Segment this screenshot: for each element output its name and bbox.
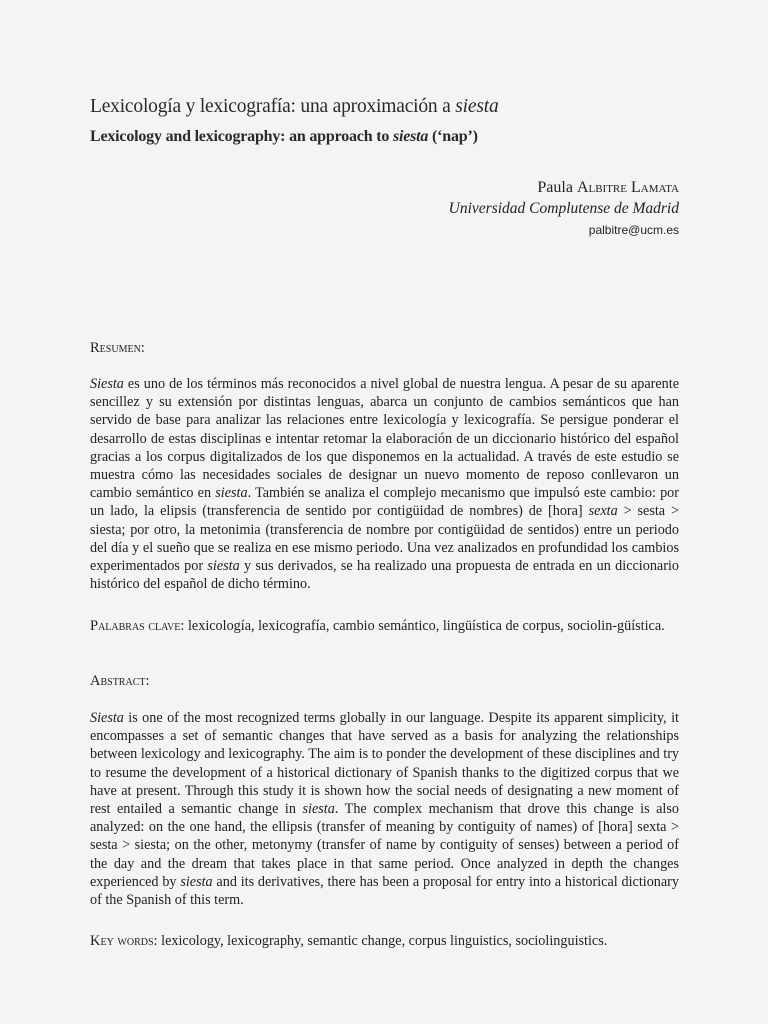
key-words — [90, 932, 679, 950]
resumen-text-a: es uno de los términos más reconocidos a nivel global de nuestra lengua. A pesar de su aparente sencillez y su extensión por distintas lenguas, abarca un conjunto de cambios semánticos que han servido de base para analizar las relaciones entre lexicología y lexicografía. Se persigue ponderar el desarrollo de estas disciplinas e intentar retomar la elaboración de un diccionario histórico del español gracias a los corpus digitalizados de los que disponemos en la actualidad. A través de este estudio se muestra cómo las necesidades sociales de designar un nuevo momento de reposo conllevaron un cambio semántico en — [90, 376, 679, 502]
author-affiliation: Universidad Complutense de Madrid — [448, 200, 679, 217]
subtitle-text: Lexicology and lexicography: an approach to — [90, 128, 390, 145]
abstract-italic-1: Siesta — [90, 710, 124, 726]
author-last-name: Albitre Lamata — [576, 179, 679, 196]
abstract-italic-2: siesta — [302, 801, 335, 818]
abstract-heading: Abstract: — [90, 673, 150, 689]
abstract-italic-3: siesta — [180, 873, 213, 890]
resumen-text-c: > sesta > siesta; por otro, la metonimia (transferencia de nombre por contigüidad de sentidos) entre un periodo del día y el sueño que se realiza en ese mismo periodo. Una vez analizados en profundidad los cambios experimentados por — [90, 503, 679, 575]
subtitle-suffix: (‘nap’) — [432, 128, 478, 145]
key-words-label: Key words: — [90, 933, 158, 949]
paper-subtitle — [90, 128, 710, 146]
abstract-text-a: is one of the most recognized terms globally in our language. Despite its apparent simplicity, it encompasses a set of semantic changes that have served as a basis for analyzing the relationships between lexicology and lexicography. The aim is to ponder the development of these disciplines and try to resume the development of a historical dictionary of Spanish thanks to the digitized corpus that we have at present. Through this study it is shown how the social needs of designating a new moment of rest entailed a semantic change in — [90, 710, 680, 818]
author-first-name: Paula — [537, 179, 573, 196]
author-name — [279, 178, 679, 198]
resumen-text-b: . También se analiza el complejo mecanismo que impulsó este cambio: por un lado, la elipsis (transferencia de sentido por contigüidad de nombres) de [hora] — [90, 485, 679, 520]
author-block — [279, 178, 679, 240]
abstract-text-c: and its derivatives, there has been a proposal for entry into a historical dictionary of the Spanish of this term. — [90, 873, 680, 909]
resumen-italic-1: Siesta — [90, 376, 124, 392]
resumen-body — [90, 375, 679, 593]
abstract-body — [90, 709, 679, 909]
palabras-clave — [90, 617, 679, 635]
palabras-clave-text: lexicología, lexicografía, cambio semántico, lingüística de corpus, sociolin-güística. — [184, 618, 665, 634]
author-email[interactable]: palbitre@ucm.es — [588, 223, 679, 237]
resumen-text-d: y sus derivados, se ha realizado una propuesta de entrada en un diccionario histórico del español de dicho término. — [90, 558, 679, 593]
key-words-text: lexicology, lexicography, semantic change, corpus linguistics, sociolinguistics. — [157, 933, 608, 949]
title-italic-term: siesta — [455, 96, 499, 117]
subtitle-italic-term: siesta — [392, 128, 429, 145]
resumen-italic-3: sexta — [588, 503, 618, 520]
resumen-italic-2: siesta — [215, 485, 248, 502]
title-text: Lexicología y lexicografía: una aproximación a — [90, 96, 451, 117]
resumen-italic-4: siesta — [207, 558, 240, 575]
palabras-clave-label: Palabras clave: — [90, 618, 185, 634]
paper-title — [90, 96, 710, 118]
resumen-heading: Resumen: — [90, 340, 145, 356]
abstract-text-b: . The complex mechanism that drove this change is also analyzed: on the one hand, the ellipsis (transfer of meaning by contiguity of names) of [hora] sexta > sesta > siesta; on the other, metonymy (transfer of name by contiguity of senses) between a period of the day and the dream that takes place in that same period. Once analyzed in depth the changes experienced by — [90, 801, 679, 890]
